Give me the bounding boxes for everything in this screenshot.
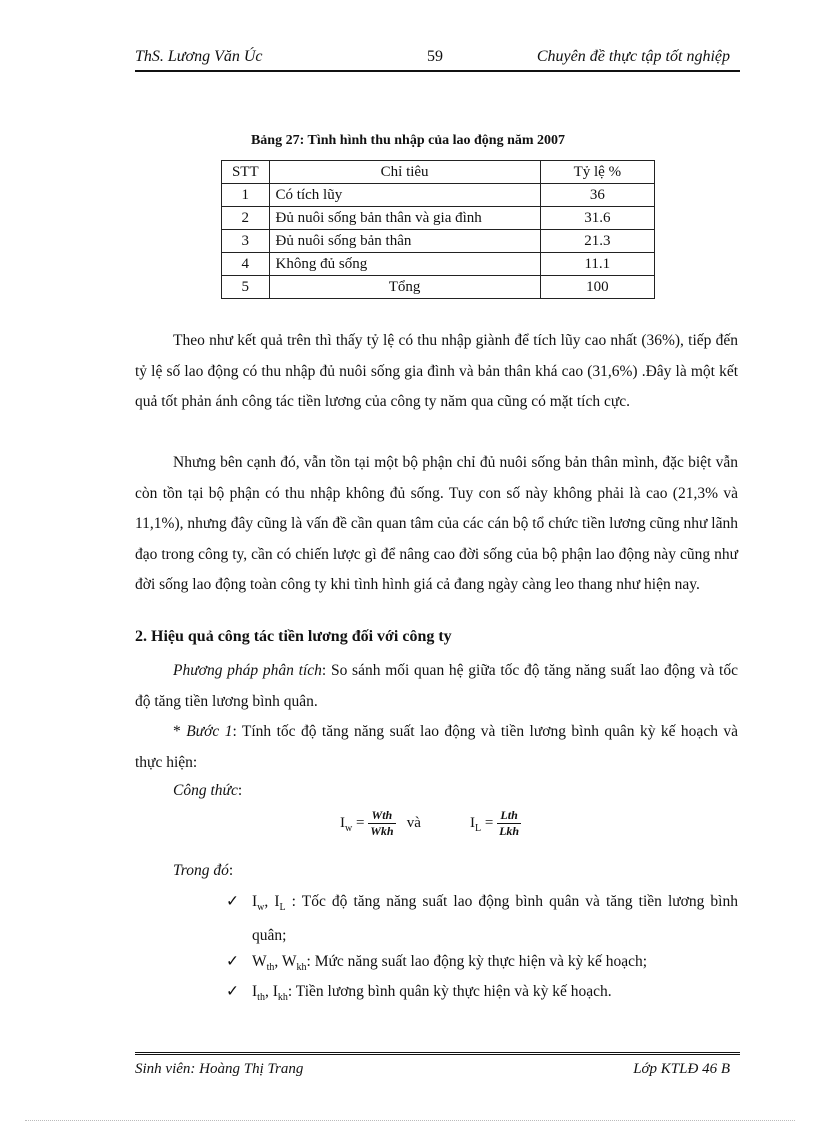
section-heading: 2. Hiệu quả công tác tiền lương đối với công ty bbox=[135, 628, 452, 645]
table-caption: Bảng 27: Tình hình thu nhập của lao động năm 2007 bbox=[250, 133, 566, 148]
page-footer bbox=[135, 1052, 740, 1081]
formula-wage: $I_L$ = $\frac{\text{Lth}}{\text{Lkh}}$ bbox=[470, 808, 520, 838]
step-paragraph bbox=[135, 717, 738, 778]
table-cell: 21.3 bbox=[540, 230, 654, 253]
income-table bbox=[221, 160, 655, 299]
checkmark-icon: ✓ bbox=[226, 953, 239, 970]
table-cell: 36 bbox=[540, 184, 654, 207]
table-cell: Đủ nuôi sống bản thân bbox=[269, 230, 540, 253]
paragraph-1 bbox=[135, 326, 738, 418]
method-paragraph bbox=[135, 656, 738, 717]
table-cell: Không đủ sống bbox=[269, 253, 540, 276]
formula-connector: và bbox=[406, 814, 421, 831]
table-cell: 1 bbox=[222, 184, 270, 207]
fraction-numerator: Wth bbox=[368, 808, 395, 824]
table-cell: 2 bbox=[222, 207, 270, 230]
table-cell: 4 bbox=[222, 253, 270, 276]
formula-subscript: L bbox=[475, 822, 482, 834]
page-border bbox=[25, 1120, 795, 1121]
formula-symbol: I bbox=[470, 814, 475, 831]
formula-symbol: I bbox=[340, 814, 345, 831]
column-header: Tỷ lệ % bbox=[540, 161, 654, 184]
table-cell: 100 bbox=[540, 276, 654, 299]
step-label: Bước 1 bbox=[186, 723, 233, 740]
table-cell: Có tích lũy bbox=[269, 184, 540, 207]
formula-productivity: $I_w$ = $\frac{\text{Wth}}{\text{Wkh}}$ và bbox=[340, 808, 421, 838]
column-header: STT bbox=[222, 161, 270, 184]
paragraph-text: Nhưng bên cạnh đó, vẫn tồn tại một bộ phận chỉ đủ nuôi sống bản thân mình, đặc biệt vẫn còn tồn tại bộ phận có thu nhập không đủ sống. Tuy con số này không phải là cao (21,3% và 11,1%), nhưng đây cũng là vấn đề cần quan tâm của các cán bộ tổ chức tiền lương cũng như lãnh đạo trong công ty, cần có chiến lược gì để nâng cao đời sống của bộ phận lao động này cũng như đời sống lao động toàn công ty khi tình hình giá cả đang ngày càng leo thang như hiện nay. bbox=[135, 454, 738, 593]
table-row bbox=[222, 184, 655, 207]
table-cell: Đủ nuôi sống bản thân và gia đình bbox=[269, 207, 540, 230]
fraction bbox=[368, 808, 395, 839]
where-label-line: Trong đó: bbox=[173, 862, 234, 879]
header-author: ThS. Lương Văn Úc bbox=[135, 48, 263, 65]
table-cell: 11.1 bbox=[540, 253, 654, 276]
header-title: Chuyên đề thực tập tốt nghiệp bbox=[536, 48, 730, 65]
checkmark-icon: ✓ bbox=[226, 983, 239, 1000]
table-header-row bbox=[222, 161, 655, 184]
step-text: : Tính tốc độ tăng năng suất lao động và tiền lương bình quân kỳ kế hoạch và thực hiện: bbox=[135, 723, 739, 771]
checkmark-icon: ✓ bbox=[226, 893, 239, 910]
table-cell: 31.6 bbox=[540, 207, 654, 230]
page-number: 59 bbox=[427, 48, 443, 65]
bullet-item: ✓ $I_w$, $I_L$ : Tốc độ tăng năng suất lao động bình quân và tăng tiền lương bình quân; bbox=[226, 888, 738, 950]
fraction bbox=[497, 808, 521, 839]
column-header: Chỉ tiêu bbox=[269, 161, 540, 184]
footer-student: Sinh viên: Hoàng Thị Trang bbox=[135, 1061, 304, 1077]
formula-label-line: Công thức: bbox=[173, 782, 243, 799]
method-text: : So sánh mối quan hệ giữa tốc độ tăng năng suất lao động và tốc độ tăng tiền lương bình quân. bbox=[135, 662, 738, 710]
method-label: Phương pháp phân tích bbox=[173, 662, 322, 679]
step-prefix: * bbox=[173, 723, 187, 740]
where-label: Trong đó bbox=[173, 862, 229, 879]
table-cell: Tổng bbox=[269, 276, 540, 299]
fraction-denominator: Lkh bbox=[499, 824, 520, 838]
table-cell: 3 bbox=[222, 230, 270, 253]
table-cell: 5 bbox=[222, 276, 270, 299]
footer-class: Lớp KTLĐ 46 B bbox=[633, 1061, 730, 1077]
paragraph-text: Theo như kết quả trên thì thấy tỷ lệ có thu nhập giành để tích lũy cao nhất (36%), tiếp đến tỷ lệ số lao động có thu nhập đủ nuôi sống gia đình và bản thân khá cao (31,6%) .Đây là một kết quả tốt phản ánh công tác tiền lương của công ty năm qua cũng có mặt tích cực. bbox=[135, 332, 738, 410]
paragraph-2 bbox=[135, 448, 738, 601]
formula-subscript: w bbox=[345, 822, 353, 834]
fraction-numerator: Lth bbox=[497, 808, 521, 824]
table-row bbox=[222, 230, 655, 253]
page-header bbox=[135, 46, 740, 72]
bullet-item: ✓ $W_{th}$, $W_{kh}$: Mức năng suất lao động kỳ thực hiện và kỳ kế hoạch; bbox=[226, 948, 738, 982]
formula-label: Công thức bbox=[173, 782, 238, 799]
table-row bbox=[222, 207, 655, 230]
table-row bbox=[222, 276, 655, 299]
bullet-item: ✓ $I_{th}$, $I_{kh}$: Tiền lương bình quân kỳ thực hiện và kỳ kế hoạch. bbox=[226, 978, 738, 1012]
fraction-denominator: Wkh bbox=[370, 824, 394, 838]
table-row bbox=[222, 253, 655, 276]
